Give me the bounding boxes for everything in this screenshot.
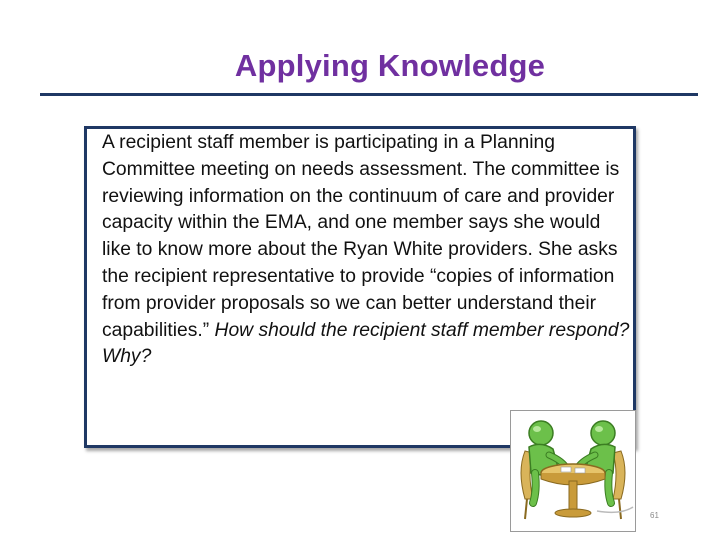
slide-title: Applying Knowledge [234,48,546,83]
meeting-table-people-icon [510,410,636,532]
page-number: 61 [650,511,659,520]
scenario-text [102,130,632,371]
scenario-body: A recipient staff member is participating in a Planning Committee meeting on needs assessment. The committee is reviewing information on the continuum of care and provider capacity within the EMA, and one member says she would like to know more about the Ryan White providers. She asks the recipient representative to provide “copies of information from provider proposals so we can better understand their capabilities.” [102,132,620,341]
scenario-question: How should the recipient staff member respond? Why? [102,319,630,368]
title-underline-rule [40,93,698,96]
